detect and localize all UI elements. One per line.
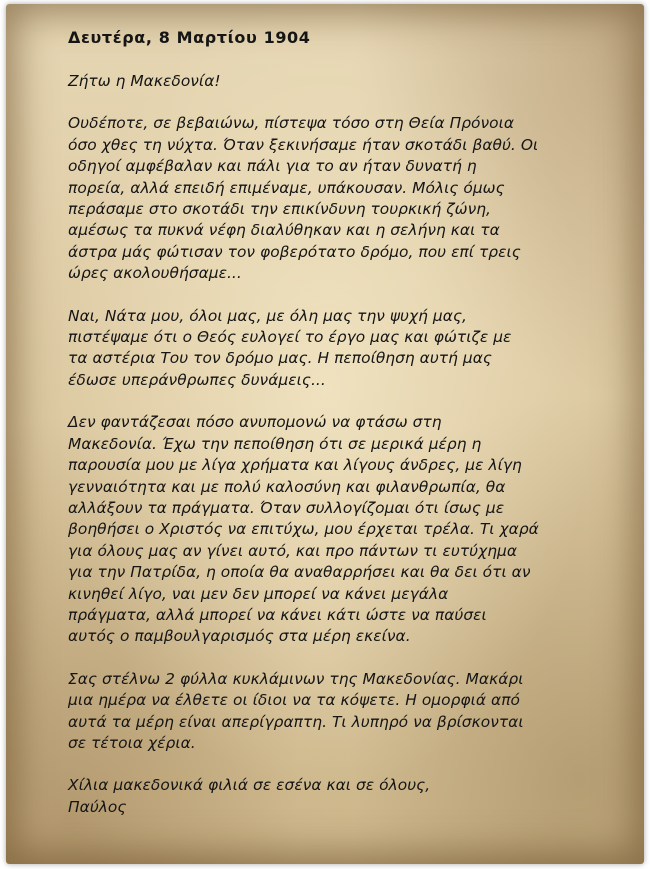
- text-line: για την Πατρίδα, η οποία θα αναθαρρήσει και θα δει ότι αν: [68, 563, 531, 582]
- text-line: κινηθεί λίγο, ναι μεν δεν μπορεί να κάνει μεγάλα: [68, 584, 449, 603]
- text-line: Ναι, Νάτα μου, όλοι μας, με όλη μας την ψυχή μας,: [68, 306, 467, 325]
- text-line: πράγματα, αλλά μπορεί να κάνει κάτι ώστε να παύσει: [68, 605, 487, 624]
- text-line: οδηγοί αμφέβαλαν και πάλι για το αν ήταν δυνατή η: [68, 157, 477, 176]
- text-line: παρουσία μου με λίγα χρήματα και λίγους άνδρες, με λίγη: [68, 456, 522, 475]
- text-line: γενναιότητα και με πολύ καλοσύνη και φιλανθρωπία, θα: [68, 477, 506, 496]
- text-line: Δεν φαντάζεσαι πόσο ανυπομονώ να φτάσω στη: [68, 413, 442, 432]
- text-line: έδωσε υπεράνθρωπες δυνάμεις...: [68, 370, 326, 389]
- closing-line: Χίλια μακεδονικά φιλιά σε εσένα και σε όλους,: [68, 776, 431, 795]
- text-line: Ουδέποτε, σε βεβαιώνω, πίστεψα τόσο στη Θεία Πρόνοια: [68, 114, 515, 133]
- text-line: μια ημέρα να έλθετε οι ίδιοι να τα κόψετε. Η ομορφιά από: [68, 691, 520, 710]
- text-line: Μακεδονία. Έχω την πεποίθηση ότι σε μερικά μέρη η: [68, 434, 482, 453]
- paragraph-4: [68, 669, 628, 755]
- text-line: Σας στέλνω 2 φύλλα κυκλάμινων της Μακεδονίας. Μακάρι: [68, 669, 524, 688]
- text-line: όσο χθες τη νύχτα. Όταν ξεκινήσαμε ήταν σκοτάδι βαθύ. Οι: [68, 135, 539, 154]
- text-line: σε τέτοια χέρια.: [68, 733, 196, 752]
- letter-date: Δευτέρα, 8 Μαρτίου 1904: [68, 28, 311, 47]
- letter-body: [68, 24, 628, 818]
- text-line: πορεία, αλλά επειδή επιμέναμε, υπάκουσαν. Μόλις όμως: [68, 178, 505, 197]
- text-line: τα αστέρια Του τον δρόμο μας. Η πεποίθηση αυτή μας: [68, 349, 492, 368]
- text-line: περάσαμε στο σκοτάδι την επικίνδυνη τουρκική ζώνη,: [68, 200, 491, 219]
- text-line: ώρες ακολουθήσαμε...: [68, 264, 242, 283]
- letter-paper: [6, 4, 644, 864]
- signature: Παύλος: [68, 797, 127, 816]
- paragraph-2: [68, 306, 628, 392]
- text-line: αμέσως τα πυκνά νέφη διαλύθηκαν και η σελήνη και τα: [68, 221, 500, 240]
- text-line: βοηθήσει ο Χριστός να επιτύχω, μου έρχεται τρέλα. Τι χαρά: [68, 520, 539, 539]
- text-line: άστρα μάς φώτισαν τον φοβερότατο δρόμο, που επί τρεις: [68, 242, 521, 261]
- text-line: αυτά τα μέρη είναι απερίγραπτη. Τι λυπηρό να βρίσκονται: [68, 712, 524, 731]
- text-line: αλλάξουν τα πράγματα. Όταν συλλογίζομαι ότι ίσως με: [68, 498, 505, 517]
- paragraph-3: [68, 412, 628, 647]
- text-line: για όλους μας αν γίνει αυτό, και προ πάντων τι ευτύχημα: [68, 541, 518, 560]
- paragraph-1: [68, 113, 628, 284]
- text-line: πιστέψαμε ότι ο Θεός ευλογεί το έργο μας και φώτιζε με: [68, 328, 512, 347]
- text-line: αυτός ο παμβουλγαρισμός στα μέρη εκείνα.: [68, 627, 411, 646]
- greeting: Ζήτω η Μακεδονία!: [68, 72, 221, 90]
